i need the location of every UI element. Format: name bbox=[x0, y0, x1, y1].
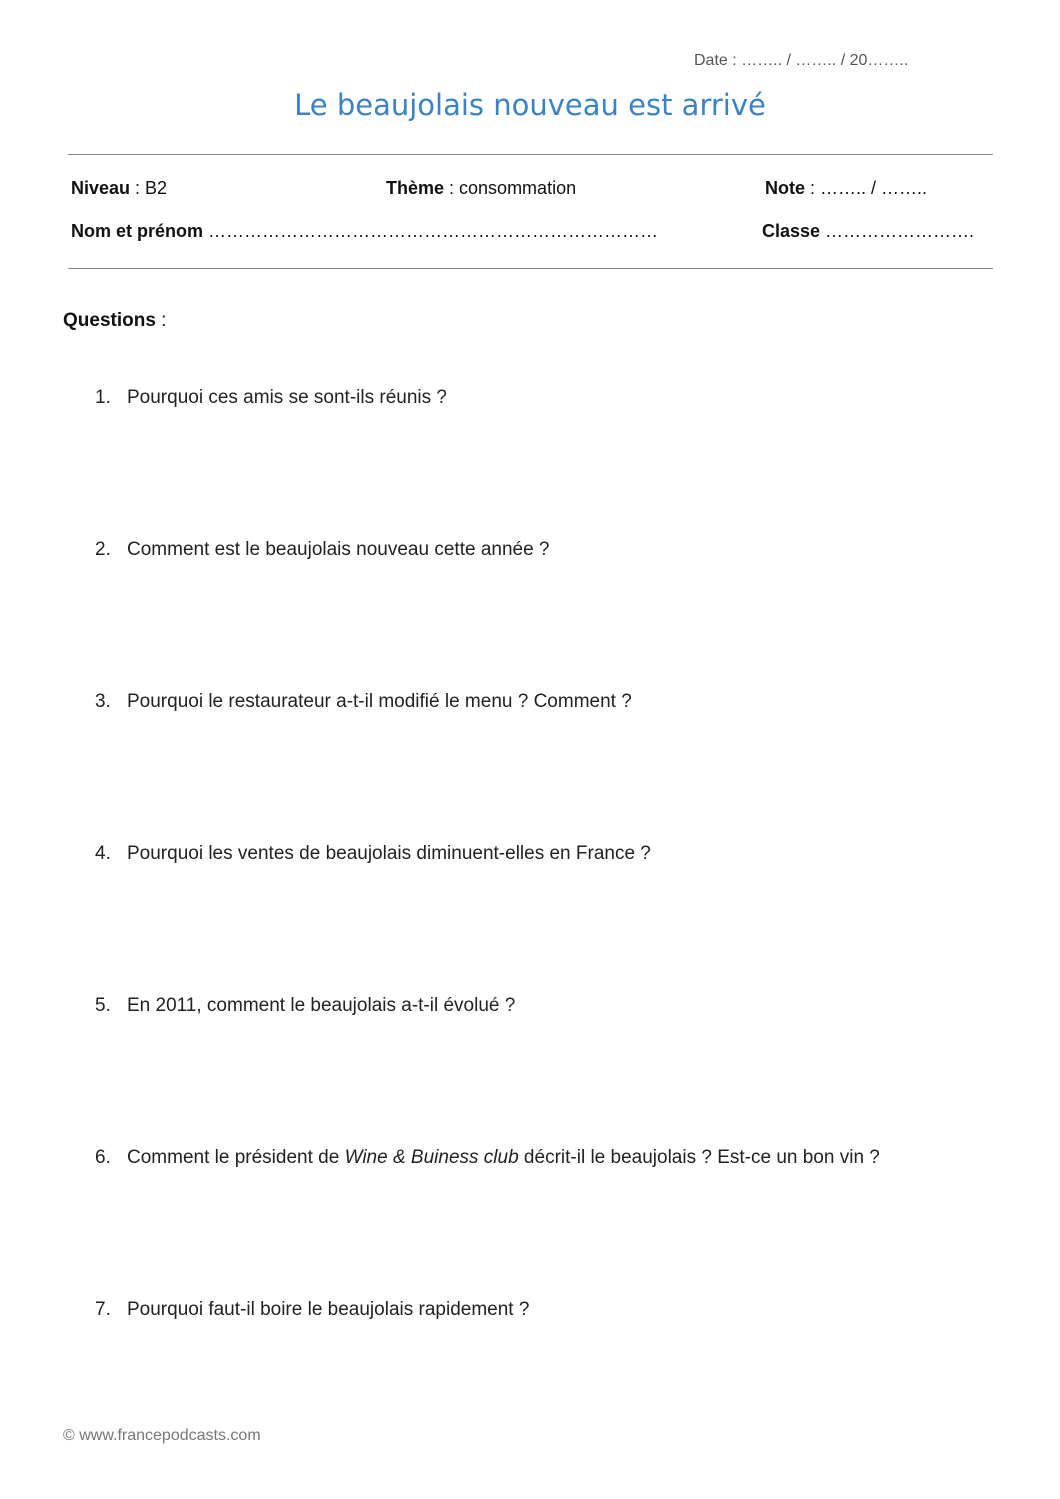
note-label: Note bbox=[765, 178, 805, 198]
question-3 bbox=[95, 691, 632, 713]
question-4 bbox=[95, 843, 651, 865]
note-value: : …….. / …….. bbox=[805, 178, 928, 198]
question-number: 3. bbox=[95, 691, 111, 712]
question-text: Pourquoi faut-il boire le beaujolais rapidement ? bbox=[127, 1299, 530, 1320]
name-value: ………………………………………………………………… bbox=[203, 221, 659, 241]
question-number: 5. bbox=[95, 995, 111, 1016]
footer-copyright: © www.francepodcasts.com bbox=[63, 1427, 261, 1444]
class-field bbox=[762, 221, 974, 242]
question-number: 2. bbox=[95, 539, 111, 560]
questions-heading-suffix: : bbox=[155, 310, 167, 331]
niveau-field bbox=[71, 178, 167, 199]
name-label: Nom et prénom bbox=[71, 221, 204, 241]
question-1 bbox=[95, 387, 447, 409]
question-text-after: décrit-il le beaujolais ? Est-ce un bon vin ? bbox=[518, 1147, 880, 1168]
question-text: Pourquoi ces amis se sont-ils réunis ? bbox=[127, 387, 447, 408]
question-text: Comment est le beaujolais nouveau cette année ? bbox=[127, 539, 550, 560]
class-value: ……………………. bbox=[820, 221, 975, 241]
question-text: En 2011, comment le beaujolais a-t-il évolué ? bbox=[127, 995, 516, 1016]
niveau-value: : B2 bbox=[130, 178, 168, 198]
top-divider bbox=[68, 154, 993, 155]
question-7 bbox=[95, 1299, 529, 1321]
page-title: Le beaujolais nouveau est arrivé bbox=[294, 88, 766, 122]
theme-label: Thème bbox=[386, 178, 445, 198]
question-5 bbox=[95, 995, 515, 1017]
question-2 bbox=[95, 539, 550, 561]
question-number: 7. bbox=[95, 1299, 111, 1320]
questions-heading bbox=[63, 310, 166, 332]
class-label: Classe bbox=[762, 221, 821, 241]
question-text-before: Comment le président de bbox=[127, 1147, 345, 1168]
questions-heading-label: Questions bbox=[63, 310, 156, 331]
date-line: Date : …….. / …….. / 20…….. bbox=[694, 52, 909, 69]
question-text: Pourquoi le restaurateur a-t-il modifié le menu ? Comment ? bbox=[127, 691, 632, 712]
name-field bbox=[71, 221, 658, 242]
theme-field bbox=[386, 178, 576, 199]
note-field bbox=[765, 178, 927, 199]
niveau-label: Niveau bbox=[71, 178, 131, 198]
question-number: 4. bbox=[95, 843, 111, 864]
question-number: 1. bbox=[95, 387, 111, 408]
question-number: 6. bbox=[95, 1147, 111, 1168]
question-text-italic: Wine & Buiness club bbox=[344, 1147, 519, 1168]
bottom-divider bbox=[68, 268, 993, 269]
theme-value: : consommation bbox=[444, 178, 577, 198]
question-text: Pourquoi les ventes de beaujolais diminuent-elles en France ? bbox=[127, 843, 651, 864]
question-6 bbox=[95, 1147, 880, 1169]
